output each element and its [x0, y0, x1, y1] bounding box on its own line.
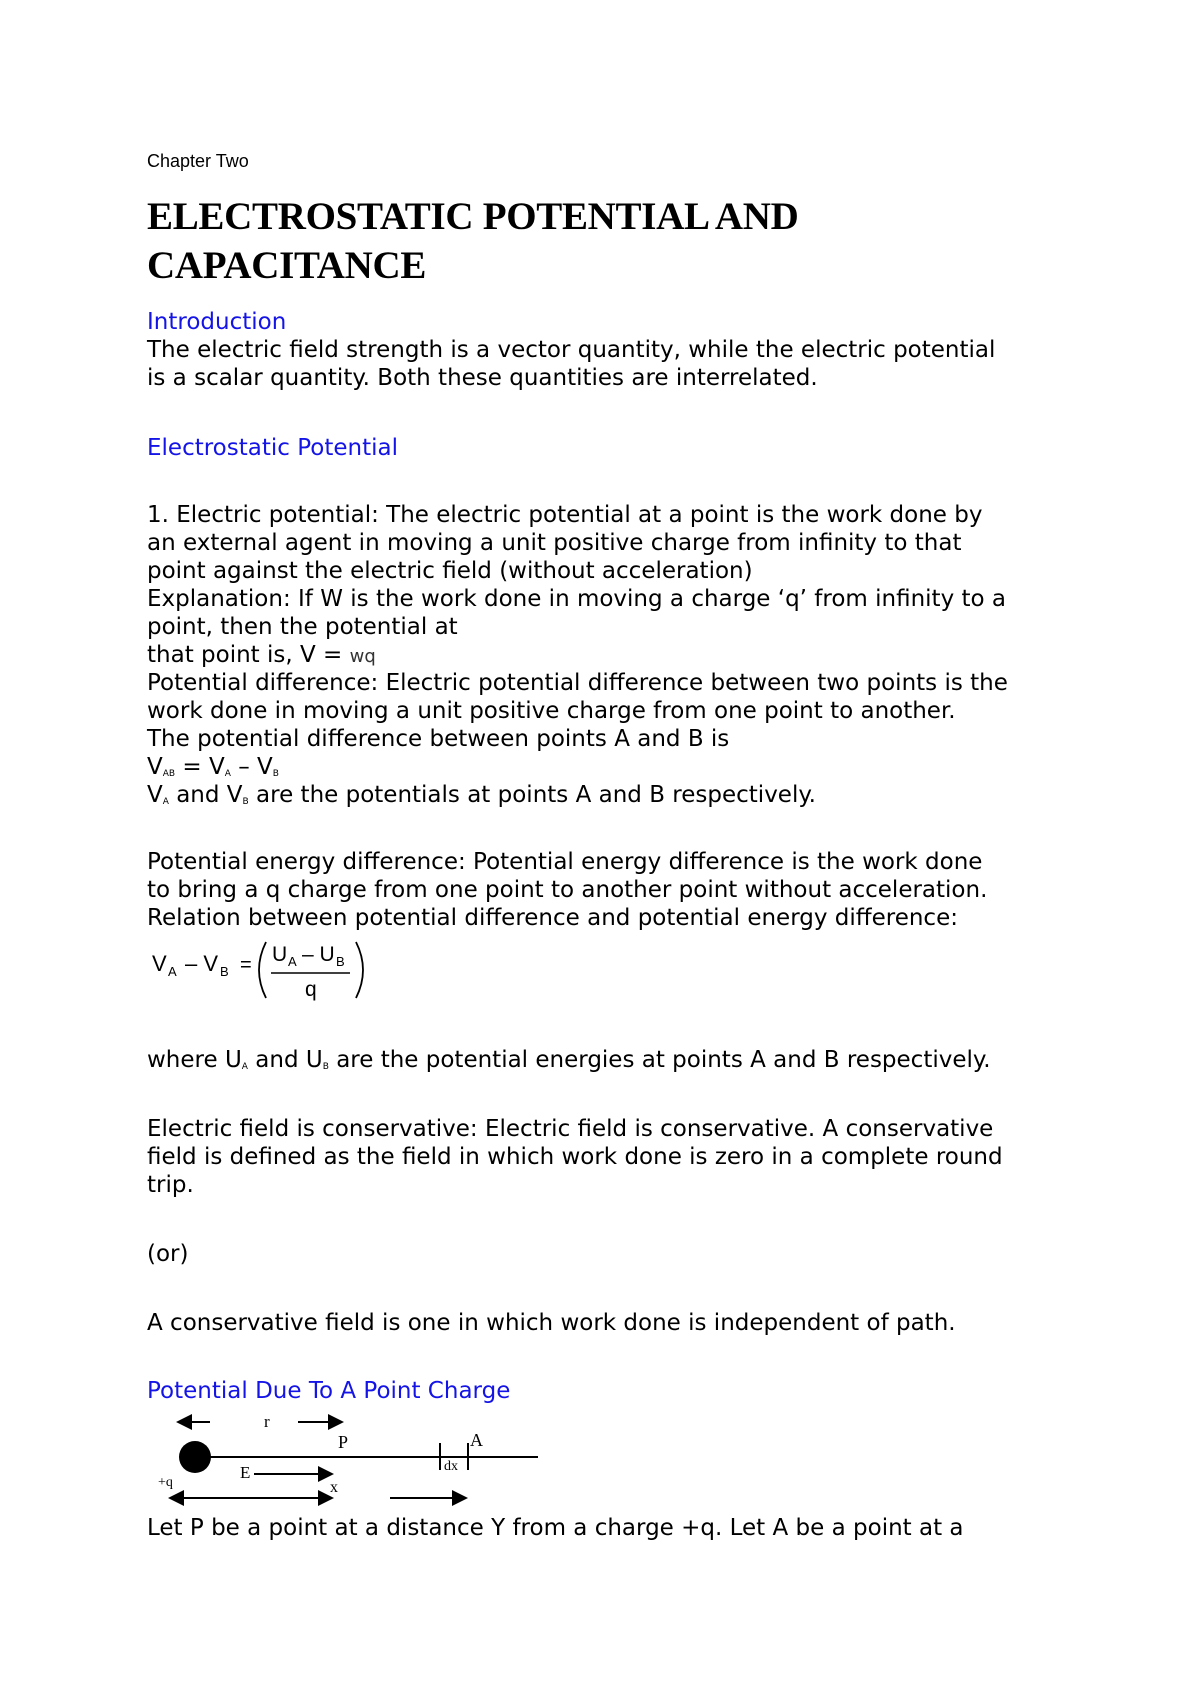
eq-subscript: B — [322, 1062, 329, 1072]
eq-subscript: A — [162, 797, 169, 807]
potential-formula-line — [147, 641, 376, 671]
paragraph-line: 1. Electric potential: The electric potential at a point is the work done by — [147, 502, 983, 528]
paragraph-line: field is defined as the field in which work done is zero in a complete round — [147, 1144, 1003, 1170]
e-label: E — [240, 1463, 251, 1482]
eq-subscript: B — [242, 797, 249, 807]
paragraph-line: an external agent in moving a unit positive charge from infinity to that — [147, 530, 962, 556]
vab-description — [147, 781, 816, 816]
paragraph-text: and U — [247, 1047, 323, 1073]
formula-symbol: V — [152, 951, 167, 976]
introduction-line-1: The electric field strength is a vector quantity, while the electric potential — [147, 337, 996, 363]
eq-symbol: V — [147, 782, 163, 808]
formula-equals: = — [240, 954, 252, 976]
point-charge-heading: Potential Due To A Point Charge — [147, 1378, 511, 1404]
chapter-label: Chapter Two — [147, 151, 249, 171]
paragraph-line: to bring a q charge from one point to another point without acceleration. — [147, 877, 988, 903]
paragraph-line: Potential difference: Electric potential difference between two points is the — [147, 670, 1008, 696]
introduction-heading: Introduction — [147, 309, 287, 335]
formula-fraction: wq — [349, 646, 376, 667]
formula-symbol: U — [272, 943, 288, 966]
paragraph-line: work done in moving a unit positive charge from one point to another. — [147, 698, 956, 724]
right-paren — [356, 942, 363, 998]
paragraph-line: Potential energy difference: Potential energy difference is the work done — [147, 849, 983, 875]
paragraph-line: Let P be a point at a distance Y from a charge +q. Let A be a point at a — [147, 1515, 964, 1541]
formula-subscript: B — [336, 954, 345, 969]
paragraph-text: where U — [147, 1047, 242, 1073]
paragraph-line: Relation between potential difference and potential energy difference: — [147, 905, 958, 931]
document-title-line2: CAPACITANCE — [147, 244, 427, 287]
eq-symbol: and V — [168, 782, 243, 808]
paragraph-line: A conservative field is one in which work done is independent of path. — [147, 1310, 956, 1336]
paragraph-line: Electric field is conservative: Electric field is conservative. A conservative — [147, 1116, 994, 1142]
paragraph-text: are the potentials at points A and B respectively. — [248, 782, 816, 808]
potential-energy-formula — [148, 936, 378, 1006]
eq-subscript: A — [224, 769, 231, 779]
point-a-label: A — [470, 1430, 483, 1450]
dx-label: dx — [444, 1459, 458, 1474]
formula-text: that point is, V = — [147, 642, 350, 668]
charge-label: +q — [158, 1475, 173, 1490]
paragraph-line: The potential difference between points A and B is — [147, 726, 730, 752]
eq-symbol: – V — [230, 754, 273, 780]
eq-subscript: AB — [162, 769, 176, 779]
formula-symbol: – U — [302, 943, 335, 966]
formula-subscript: A — [168, 964, 177, 979]
paragraph-line: point, then the potential at — [147, 614, 458, 640]
r-label: r — [264, 1412, 270, 1431]
formula-symbol: – V — [185, 951, 219, 976]
left-paren — [259, 942, 266, 998]
formula-subscript: A — [288, 954, 297, 969]
eq-symbol: = V — [175, 754, 225, 780]
point-p-label: P — [338, 1432, 349, 1452]
eq-subscript: A — [241, 1062, 248, 1072]
formula-symbol: q — [305, 978, 317, 1001]
where-line — [147, 1046, 991, 1081]
introduction-line-2: is a scalar quantity. Both these quantities are interrelated. — [147, 365, 818, 391]
or-line: (or) — [147, 1241, 189, 1267]
electrostatic-potential-heading: Electrostatic Potential — [147, 435, 398, 461]
paragraph-line: trip. — [147, 1172, 194, 1198]
paragraph-line: Explanation: If W is the work done in moving a charge ‘q’ from infinity to a — [147, 586, 1006, 612]
formula-subscript: B — [220, 964, 229, 979]
x-label: x — [330, 1479, 338, 1496]
document-title-line1: ELECTROSTATIC POTENTIAL AND — [147, 195, 799, 238]
eq-symbol: V — [147, 754, 163, 780]
eq-subscript: B — [272, 769, 279, 779]
point-charge-diagram — [150, 1410, 550, 1510]
paragraph-text: are the potential energies at points A and B respectively. — [328, 1047, 991, 1073]
paragraph-line: point against the electric field (without acceleration) — [147, 558, 753, 584]
